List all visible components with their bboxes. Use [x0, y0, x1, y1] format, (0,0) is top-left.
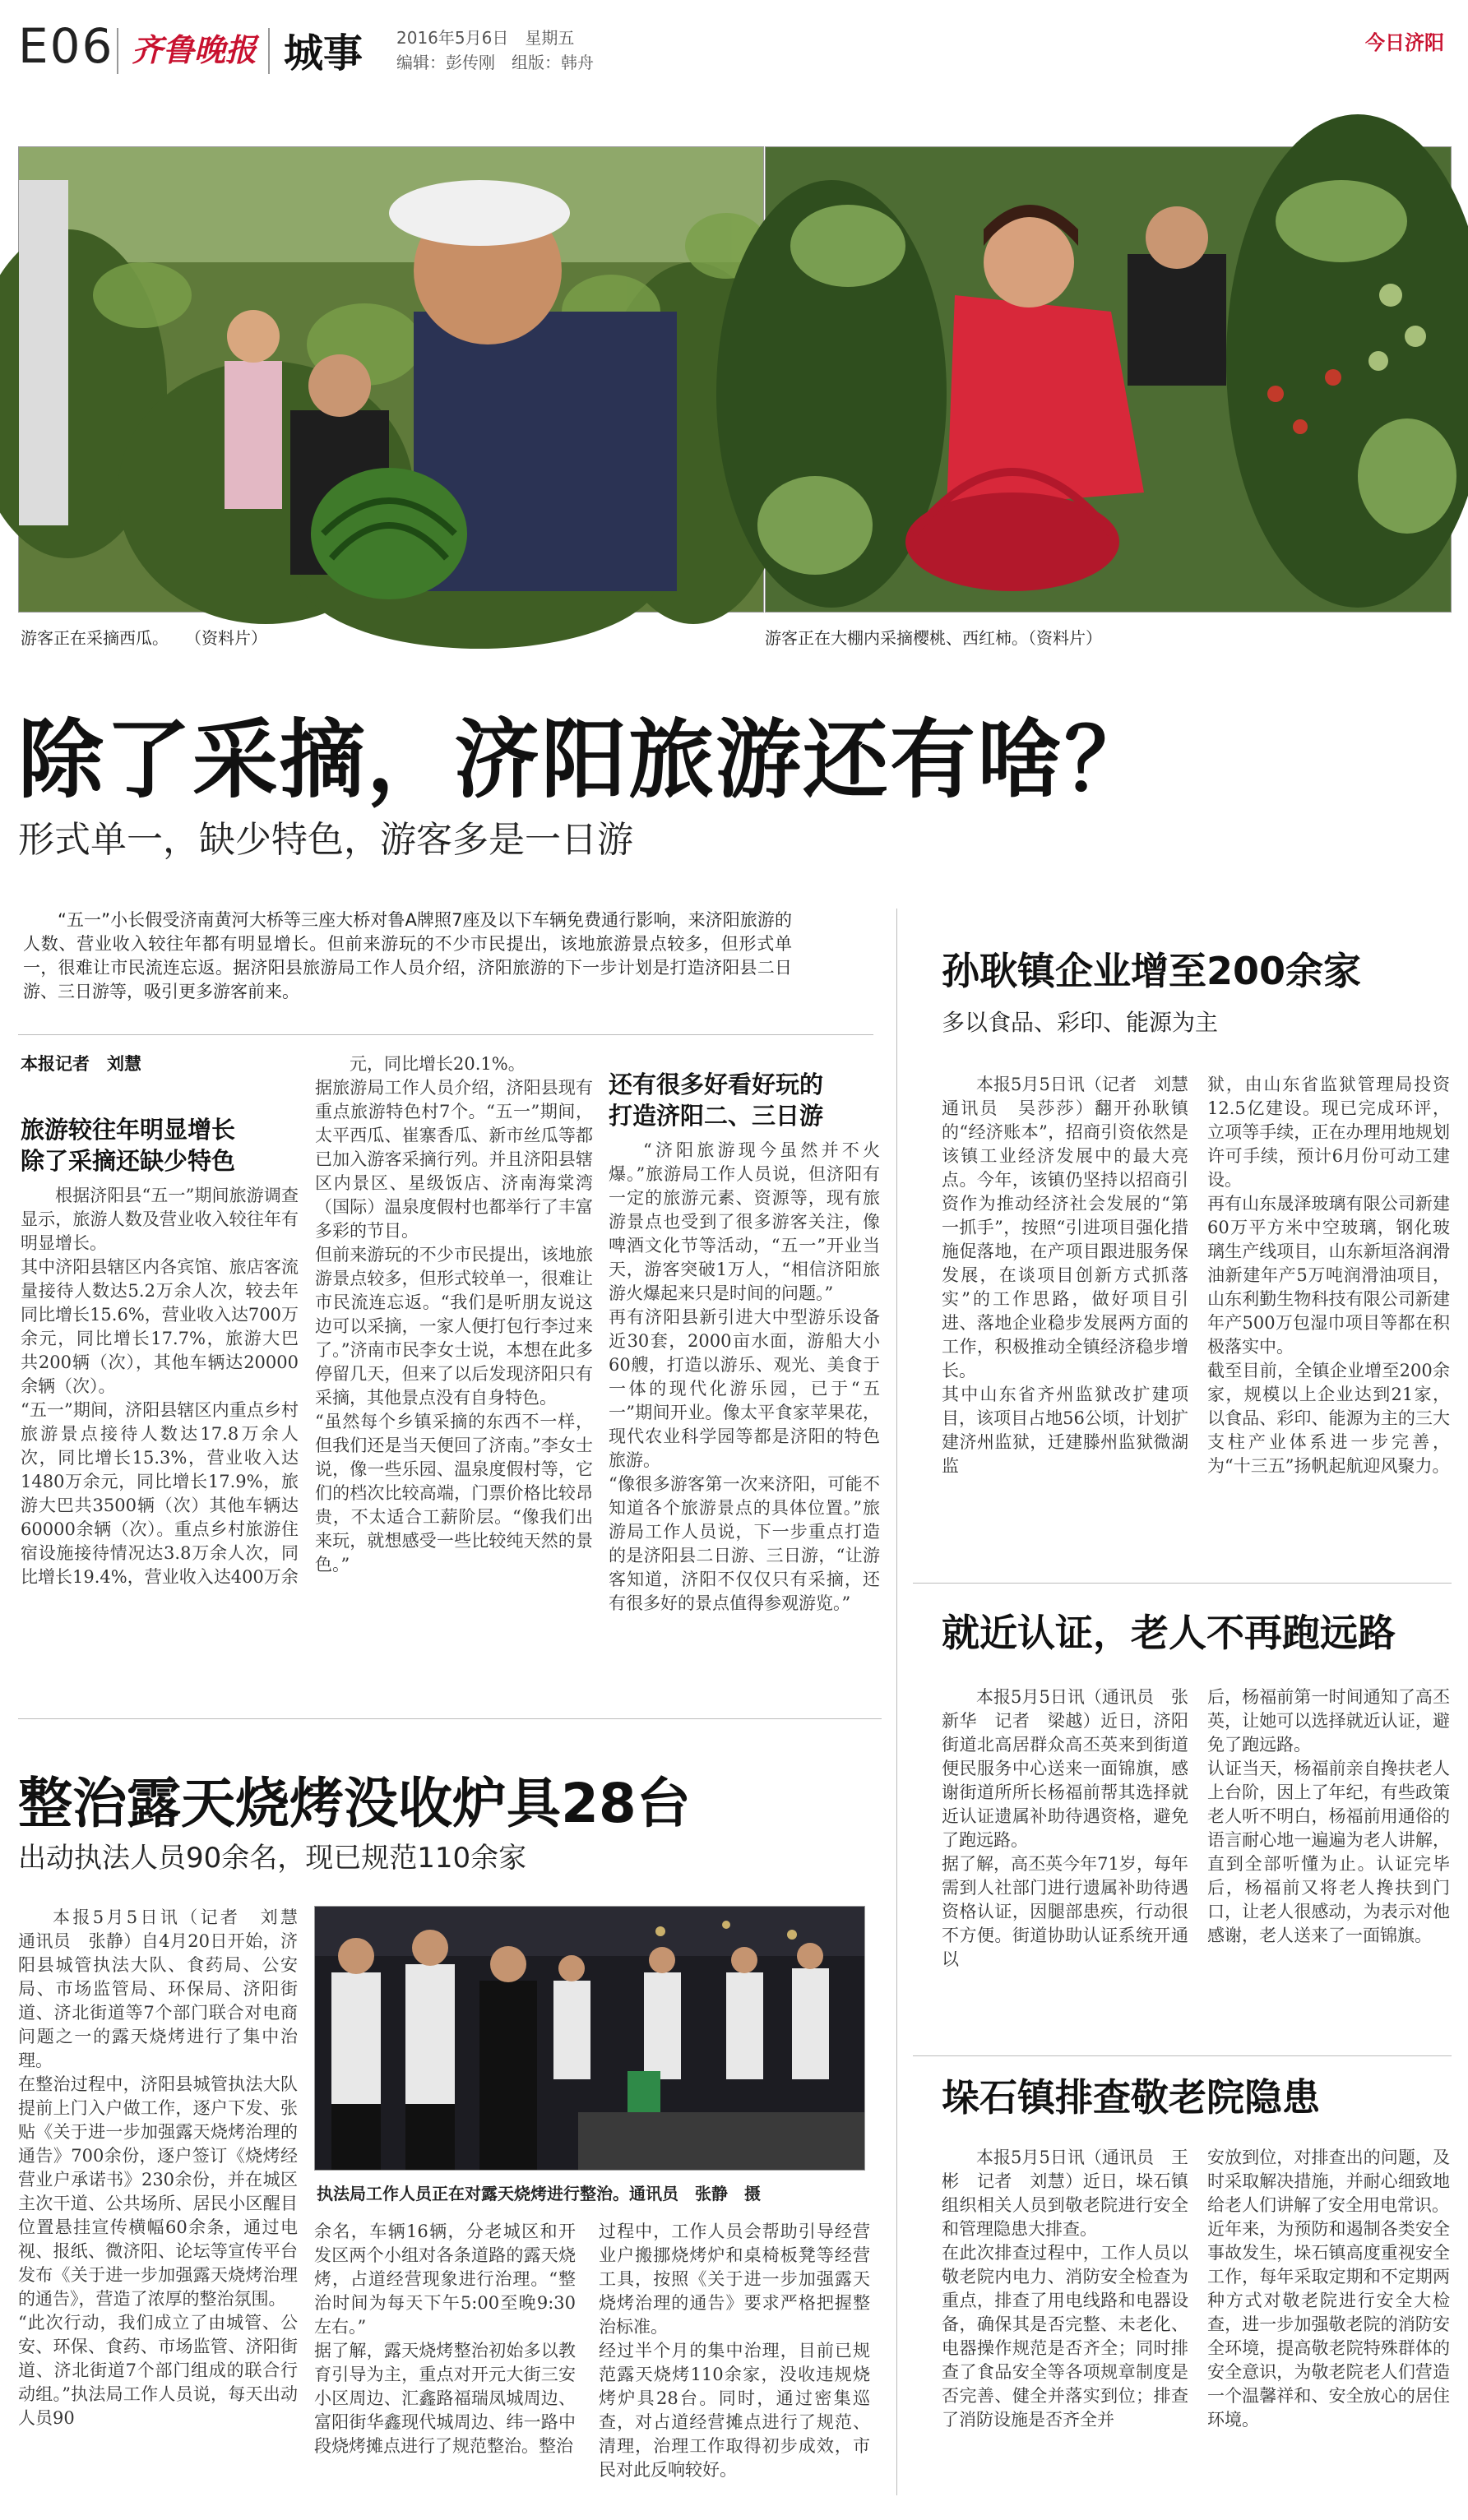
bbq-col3: 过程中，工作人员会帮助引导经营业户搬挪烧烤炉和桌椅板凳等经营工具，按照《关于进一步加强露天烧烤治理的通告》要求严格把握整治标准。 经过半个月的集中治理，目前已规范露天烧烤110余家，没收违规烧烤炉具28台。同时，通过密集巡查，对占道经营摊点进行了规范、清理，治理工作取得初步成效，市民对此反响较好。: [599, 2222, 870, 2480]
photo-bbq-enforcement: [314, 1906, 865, 2171]
lead-byline: 本报记者 刘慧: [21, 1054, 141, 1074]
editor-line: 编辑：彭传刚 组版：韩舟: [396, 53, 594, 72]
jiujin-col2: 后，杨福前第一时间通知了高丕英，让她可以选择就近认证，避免了跑远路。 认证当天，杨福前亲自搀扶老人上台阶，因上了年纪，有些政策老人听不明白，杨福前用通俗的语言耐心地一遍遍为老人讲解，直到全部听懂为止。认证完毕后，杨福前又将老人搀扶到门口，让老人很感动，为表示对他感谢，老人送来了一面锦旗。: [1207, 1687, 1450, 1945]
masthead-divider-1: [117, 28, 118, 74]
lead-section1-title: 旅游较往年明显增长 除了采摘还缺少特色: [21, 1116, 236, 1175]
right-column-divider: [896, 909, 897, 2495]
sunnaizhen-headline: 孙耿镇企业增至200余家: [942, 949, 1362, 993]
photo-caption-cherry: 游客正在大棚内采摘樱桃、西红柿。（资料片）: [765, 628, 1102, 648]
watermelon-photo-image: [19, 147, 763, 612]
lead-summary: “五一”小长假受济南黄河大桥等三座大桥对鲁A牌照7座及以下车辆免费通行影响，来济阳旅游的人数、营业收入较往年都有明显增长。但前来游玩的不少市民提出，该地旅游景点较多，但形式单一，很难让市民流连忘返。据济阳县旅游局工作人员介绍，济阳旅游的下一步计划是打造济阳县二日游、三日游等，吸引更多游客前来。: [23, 910, 792, 1001]
lead-col2: 元，同比增长20.1%。 据旅游局工作人员介绍，济阳县现有重点旅游特色村7个。“五一”期间，太平西瓜、崔寨香瓜、新市丝瓜等都已加入游客采摘行列。并且济阳县辖区内景区、星级饭店、济南海棠湾（国际）温泉度假村也都举行了丰富多彩的节目。 但前来游玩的不少市民提出，该地旅游景点较多，但形式较单一，很难让市民流连忘返。“我们是听朋友说这边可以采摘，一家人便打包行李过来了。”济南市民李女士说，本想在此多停留几天，但来了以后发现济阳只有采摘，其他景点没有自身特色。 “虽然每个乡镇采摘的东西不一样，但我们还是当天便回了济南。”李女士说，像一些乐园、温泉度假村等，它们的档次比较高端，门票价格比较昂贵，不太适合工薪阶层。“像我们出来玩，就想感受一些比较纯天然的景色。”: [315, 1054, 593, 1574]
jiujin-headline: 就近认证，老人不再跑远路: [942, 1611, 1396, 1655]
bbq-headline: 整治露天烧烤没收炉具28台: [18, 1772, 691, 1835]
masthead-divider-2: [268, 28, 270, 74]
paper-logo: 齐鲁晚报: [132, 31, 257, 68]
bbq-photo-caption: 执法局工作人员正在对露天烧烤进行整治。通讯员 张静 摄: [317, 2184, 761, 2203]
bbq-photo-image: [315, 1907, 864, 2170]
cherry-photo-image: [766, 147, 1451, 612]
bbq-col1: 本报5月5日讯（记者 刘慧 通讯员 张静）自4月20日开始，济阳县城管执法大队、食药局、公安局、市场监管局、环保局、济阳街道、济北街道等7个部门联合对电商问题之一的露天烧烤进行了集中治理。 在整治过程中，济阳县城管执法大队提前上门入户做工作，逐户下发、张贴《关于进一步加强露天烧烤治理的通告》700余份，逐户签订《烧烤经营业户承诺书》230余份，并在城区主次干道、公共场所、居民小区醒目位置悬挂宣传横幅60余条，通过电视、报纸、微济阳、论坛等宣传平台发布《关于进一步加强露天烧烤治理的通告》，营造了浓厚的整治氛围。 “此次行动，我们成立了由城管、公安、环保、食药、市场监管、济阳街道、济北街道7个部门组成的联合行动组。”执法局工作人员说，每天出动人员90: [18, 1907, 298, 2428]
sunnaizhen-col1: 本报5月5日讯（记者 刘慧 通讯员 吴莎莎）翻开孙耿镇的“经济账本”，招商引资依然是该镇工业经济发展中的最大亮点。今年，该镇仍坚持以招商引资作为推动经济社会发展的“第一抓手”，按照“引进项目强化措施促落地，在产项目跟进服务保发展，在谈项目创新方式抓落实”的工作思路，做好项目引进、落地企业稳步发展两方面的工作，积极推动全镇经济稳步增长。 其中山东省齐州监狱改扩建项目，该项目占地56公顷，计划扩建济州监狱，迁建滕州监狱微湖监: [942, 1075, 1188, 1476]
regional-tag: 今日济阳: [1365, 31, 1444, 54]
duoshi-col2: 安放到位，对排查出的问题，及时采取解决措施，并耐心细致地给老人们讲解了安全用电常识。 近年来，为预防和遏制各类安全事故发生，垛石镇高度重视安全工作，每年采取定期和不定期两种方式对敬老院进行安全大检查，进一步加强敬老院的消防安全环境，提高敬老院特殊群体的安全意识，为敬老院老人们营造一个温馨祥和、安全放心的居住环境。: [1207, 2148, 1450, 2430]
duoshi-headline: 垛石镇排查敬老院隐患: [942, 2075, 1320, 2120]
photo-cherry-picking: [765, 146, 1452, 613]
lead-bottom-rule: [18, 1718, 882, 1719]
jiujin-bottom-rule: [913, 2055, 1452, 2056]
photo-caption-watermelon: 游客正在采摘西瓜。 （资料片）: [21, 628, 267, 648]
date-line: 2016年5月6日 星期五: [396, 28, 575, 48]
lead-col3: “济阳旅游现今虽然并不火爆。”旅游局工作人员说，但济阳有一定的旅游元素、资源等，现有旅游景点也受到了很多游客关注，像啤酒文化节等活动，“五一”开业当天，游客突破1万人，“相信济阳旅游火爆起来只是时间的问题。” 再有济阳县新引进大中型游乐设备近30套，2000亩水面，游船大小60艘，打造以游乐、观光、美食于一体的现代化游乐园，已于“五一”期间开业。像太平食家苹果花，现代农业科学园等都是济阳的特色旅游。 “像很多游客第一次来济阳，可能不知道各个旅游景点的具体位置。”旅游局工作人员说，下一步重点打造的是济阳县二日游、三日游，“让游客知道，济阳不仅仅只有采摘，还有很多好的景点值得参观游览。”: [609, 1140, 880, 1613]
lead-summary-rule: [18, 1034, 873, 1035]
lead-section2-title: 还有很多好看好玩的 打造济阳二、三日游: [609, 1070, 824, 1130]
lead-headline: 除了采摘，济阳旅游还有啥？: [18, 710, 1152, 810]
section-title: 城事: [284, 30, 364, 76]
lead-col1: 根据济阳县“五一”期间旅游调查显示，旅游人数及营业收入较往年有明显增长。 其中济阳县辖区内各宾馆、旅店客流量接待人数达5.2万余人次，较去年同比增长15.6%，营业收入达700万余元，同比增长17.7%，旅游大巴共200辆（次），其他车辆达20000余辆（次）。 “五一”期间，济阳县辖区内重点乡村旅游景点接待人数达17.8万余人次，同比增长15.3%，营业收入达1480万余元，同比增长17.9%，旅游大巴共3500辆（次）其他车辆达60000余辆（次）。重点乡村旅游住宿设施接待情况达3.8万余人次，同比增长19.4%，营业收入达400万余: [21, 1186, 299, 1587]
duoshi-col1: 本报5月5日讯（通讯员 王彬 记者 刘慧）近日，垛石镇组织相关人员到敬老院进行安全和管理隐患大排查。 在此次排查过程中，工作人员以敬老院内电力、消防安全检查为重点，排查了用电线路和电器设备，确保其是否完整、未老化、电器操作规范是否齐全；同时排查了食品安全等各项规章制度是否完善、健全并落实到位；排查了消防设施是否齐全并: [942, 2148, 1188, 2430]
lead-subheadline: 形式单一，缺少特色，游客多是一日游: [18, 819, 633, 861]
bbq-subheadline: 出动执法人员90余名，现已规范110余家: [18, 1842, 527, 1875]
photo-watermelon-picking: [18, 146, 764, 613]
sunnaizhen-bottom-rule: [913, 1583, 1452, 1584]
jiujin-col1: 本报5月5日讯（通讯员 张新华 记者 梁越）近日，济阳街道北高居群众高丕英来到街道便民服务中心送来一面锦旗，感谢街道所所长杨福前帮其选择就近认证遗属补助待遇资格，避免了跑远路。 据了解，高丕英今年71岁，每年需到人社部门进行遗属补助待遇资格认证，因腿部患疾，行动很不方便。街道协助认证系统开通以: [942, 1687, 1188, 1969]
page-number: E06: [18, 18, 114, 74]
sunnaizhen-subheadline: 多以食品、彩印、能源为主: [942, 1009, 1219, 1036]
sunnaizhen-col2: 狱，由山东省监狱管理局投资12.5亿建设。现已完成环评，立项等手续，正在办理用地规划许可手续，预计6月份可动工建设。 再有山东晟泽玻璃有限公司新建60万平方米中空玻璃，钢化玻璃生产线项目，山东新垣洛润滑油新建年产5万吨润滑油项目，山东利勤生物科技有限公司新建年产500万包湿巾项目等都在积极落实中。 截至目前，全镇企业增至200余家，规模以上企业达到21家，以食品、彩印、能源为主的三大支柱产业体系进一步完善，为“十三五”扬帆起航迎风聚力。: [1207, 1075, 1450, 1476]
bbq-col2: 余名，车辆16辆，分老城区和开发区两个小组对各条道路的露天烧烤，占道经营现象进行治理。“整治时间为每天下午5:00至晚9:30左右。” 据了解，露天烧烤整治初始多以教育引导为主，重点对开元大街三安小区周边、汇鑫路福瑞凤城周边、富阳街华鑫现代城周边、纬一路中段烧烤摊点进行了规范整治。整治: [314, 2222, 576, 2456]
